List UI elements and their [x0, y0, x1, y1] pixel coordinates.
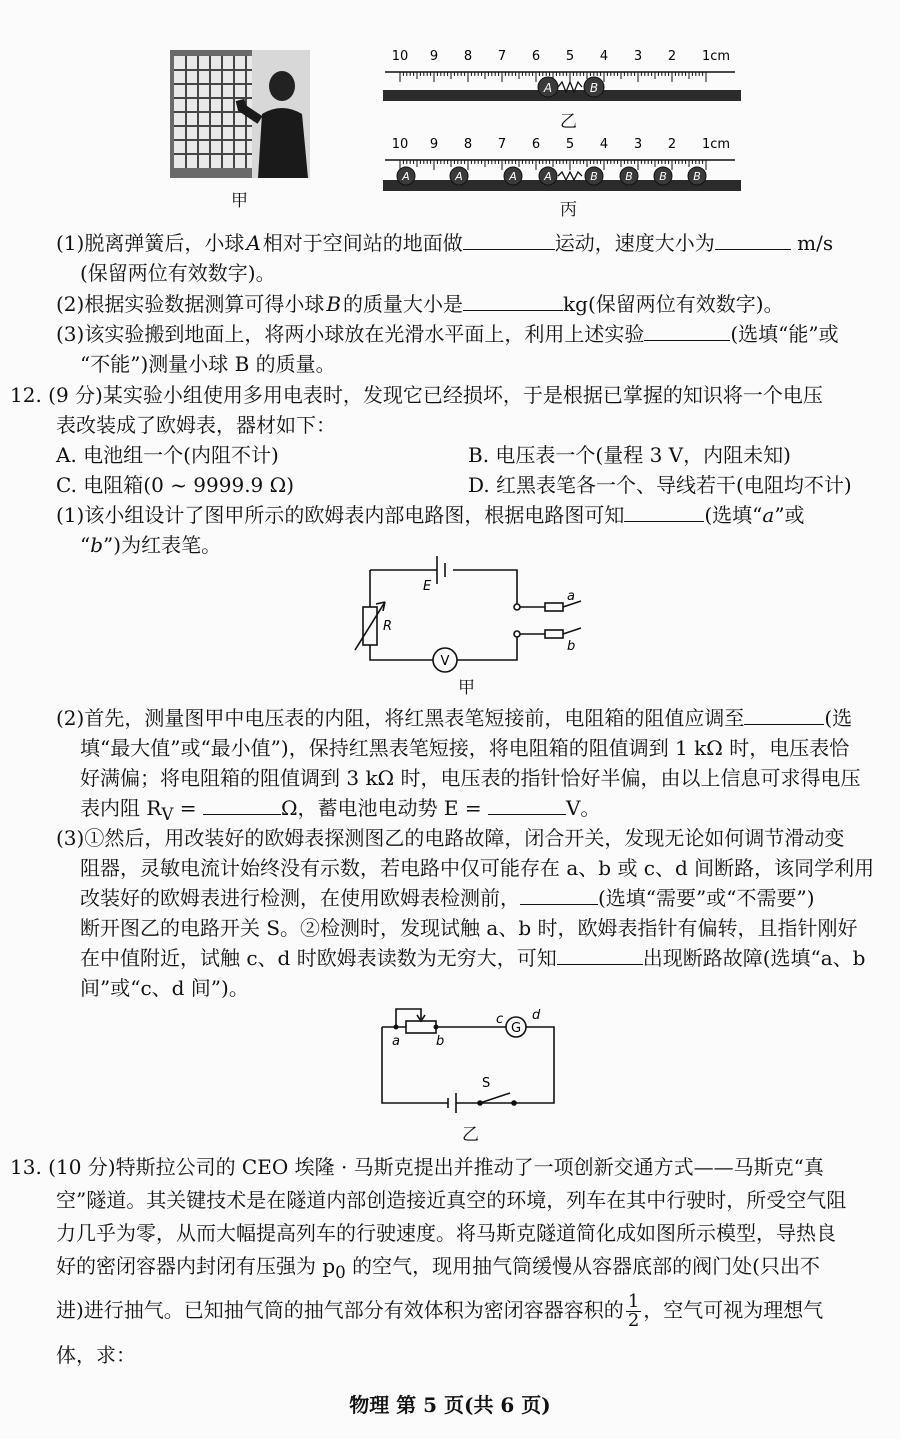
answer-blank[interactable]	[520, 884, 598, 905]
ruler-number: 9	[429, 137, 439, 152]
ruler-number: 8	[463, 137, 473, 152]
subscript: V	[161, 805, 174, 824]
answer-blank[interactable]	[203, 794, 281, 815]
q13-line4	[56, 1251, 820, 1288]
q11-part1-line2: (保留两位有效数字)。	[80, 261, 276, 285]
svg-text:A: A	[402, 170, 410, 183]
q12-part1-line1	[56, 500, 805, 530]
circuit-caption-jia: 甲	[458, 678, 475, 698]
figure-label-jia: 甲	[231, 191, 248, 211]
ruler-figure-bing	[375, 130, 755, 196]
q12-text: =	[173, 796, 203, 820]
svg-text:A: A	[543, 81, 553, 95]
q12-part3-line5	[80, 943, 865, 973]
q11-text: (3)该实验搬到地面上，将两小球放在光滑水平面上，利用上述实验	[56, 322, 645, 346]
q12-title-line2: 表改装成了欧姆表，器材如下：	[56, 413, 336, 437]
q12-text: 改装好的欧姆表进行检测，在使用欧姆表检测前，	[80, 886, 520, 910]
circuit-caption-yi: 乙	[462, 1125, 479, 1145]
q12-text: 在中值附近，试触 c、d 时欧姆表读数为无穷大，可知	[80, 946, 557, 970]
ruler-number: 8	[463, 49, 473, 64]
answer-blank[interactable]	[715, 229, 791, 250]
svg-text:B: B	[590, 170, 598, 183]
spring-bing	[558, 172, 582, 180]
svg-text:B: B	[693, 170, 701, 183]
circuit-diagram-jia	[345, 552, 595, 688]
node-a	[394, 1025, 399, 1030]
page-footer: 物理 第 5 页(共 6 页)	[349, 1393, 551, 1417]
svg-text:A: A	[455, 170, 463, 183]
var-a: a	[762, 503, 775, 527]
q11-text: kg(保留两位有效数字)。	[563, 292, 784, 316]
label-d: d	[532, 1008, 541, 1023]
answer-blank[interactable]	[624, 501, 704, 522]
q12-option-d: D. 红黑表笔各一个、导线若干(电阻均不计)	[468, 473, 852, 497]
q12-text: Ω，蓄电池电动势 E =	[280, 796, 488, 820]
ruler-number: 7	[497, 49, 507, 64]
q13-line6: 体，求：	[56, 1343, 136, 1367]
ball-a-snapshot	[504, 167, 522, 185]
ball-a-snapshot	[450, 167, 468, 185]
q12-text: ”或	[774, 503, 805, 527]
q12-text: “	[80, 533, 91, 557]
svg-text:B: B	[625, 170, 633, 183]
ruler-number: 7	[497, 137, 507, 152]
q13-text: ，空气可视为理想气	[643, 1298, 824, 1322]
node-b	[434, 1025, 439, 1030]
q12-part2-line1	[56, 703, 852, 733]
q12-text: (选填“	[704, 503, 763, 527]
fraction-one-half	[626, 1293, 641, 1330]
q12-text: ”)为红表笔。	[103, 533, 222, 557]
switch-label: S	[482, 1076, 491, 1091]
q12-part3-line2: 阻器，灵敏电流计始终没有示数，若电路中仅可能存在 a、b 或 c、d 间断路，该同学利用	[80, 856, 875, 880]
ball-b-snapshot	[688, 167, 706, 185]
fraction-denominator: 2	[627, 1310, 640, 1331]
var-A: A	[246, 231, 261, 255]
ruler-number: 10	[391, 49, 409, 64]
svg-text:B: B	[589, 81, 599, 95]
q11-text: 运动，速度大小为	[554, 231, 715, 255]
answer-blank[interactable]	[744, 704, 824, 725]
q13-line5	[56, 1290, 823, 1330]
ball-a-snapshot	[397, 167, 415, 185]
q12-text: 出现断路故障(选填“a、b	[642, 946, 866, 970]
q12-title-line1: 12. (9 分)某实验小组使用多用电表时，发现它已经损坏，于是根据已掌握的知识将一个电压	[10, 383, 823, 407]
q13-line3: 力几乎为零，从而大幅提高列车的行驶速度。将马斯克隧道简化成如图所示模型，导热良	[56, 1221, 836, 1245]
var-B: B	[326, 292, 342, 316]
q12-option-b: B. 电压表一个(量程 3 V，内阻未知)	[468, 443, 791, 467]
svg-text:A: A	[509, 170, 517, 183]
var-b: b	[90, 533, 104, 557]
q12-part3-line3	[80, 883, 815, 913]
voltmeter-symbol: V	[440, 654, 450, 669]
q12-text: (选填“需要”或“不需要”)	[598, 886, 815, 910]
answer-blank[interactable]	[557, 944, 643, 965]
label-c: c	[496, 1012, 504, 1027]
figure-label-yi: 乙	[560, 112, 577, 132]
ruler-number: 9	[429, 49, 439, 64]
q13-text: 好的密闭容器内封闭有压强为 p	[56, 1254, 336, 1278]
ball-a-snapshot	[539, 167, 557, 185]
ruler-number: 4	[599, 49, 609, 64]
fraction-numerator: 1	[627, 1291, 640, 1312]
answer-blank[interactable]	[488, 794, 566, 815]
q11-text: 相对于空间站的地面做	[262, 231, 463, 255]
ball-a	[538, 77, 558, 97]
ruler-number: 6	[531, 137, 541, 152]
figure-label-bing: 丙	[560, 200, 577, 220]
q12-part2-line3: 好满偏；将电阻箱的阻值调到 3 kΩ 时，电压表的指针恰好半偏，由以上信息可求得电压	[80, 766, 861, 790]
q13-text: 进)进行抽气。已知抽气筒的抽气部分有效体积为密闭容器容积的	[56, 1298, 624, 1322]
ruler-number: 4	[599, 137, 609, 152]
q12-text: (1)该小组设计了图甲所示的欧姆表内部电路图，根据电路图可知	[56, 503, 625, 527]
ball-b-snapshot	[585, 167, 603, 185]
ruler-number: 3	[633, 49, 643, 64]
q12-option-c: C. 电阻箱(0 ~ 9999.9 Ω)	[56, 473, 295, 497]
ruler-number: 2	[667, 49, 677, 64]
q12-part3-line1: (3)①然后，用改装好的欧姆表探测图乙的电路故障，闭合开关，发现无论如何调节滑动变	[56, 826, 845, 850]
subscript: 0	[335, 1263, 346, 1282]
q12-text: 表内阻 R	[80, 796, 162, 820]
q12-text: (选	[824, 706, 853, 730]
q11-text: (2)根据实验数据测算可得小球	[56, 292, 325, 316]
photo-figure	[170, 50, 310, 178]
q12-option-a: A. 电池组一个(内阻不计)	[56, 443, 279, 467]
ruler-number: 6	[531, 49, 541, 64]
q11-part3-line2: “不能”)测量小球 B 的质量。	[80, 352, 336, 376]
q12-part1-line2	[80, 530, 221, 560]
ruler-number: 2	[667, 137, 677, 152]
ruler-number: 1cm	[702, 137, 731, 152]
q13-text: 的空气，现用抽气筒缓慢从容器底部的阀门处(只出不	[345, 1254, 820, 1278]
probe-b-label: b	[567, 639, 576, 654]
q13-line2: 空”隧道。其关键技术是在隧道内部创造接近真空的环境，列车在其中行驶时，所受空气阻	[56, 1188, 847, 1212]
ruler-number: 3	[633, 137, 643, 152]
answer-blank[interactable]	[463, 229, 555, 250]
q12-part3-line4: 断开图乙的电路开关 S。②检测时，发现试触 a、b 时，欧姆表指针有偏转，且指针刚好	[80, 916, 858, 940]
probe-a-label: a	[567, 589, 575, 604]
label-b: b	[436, 1034, 445, 1049]
label-E: E	[423, 579, 432, 594]
svg-text:B: B	[659, 170, 667, 183]
q11-text: (1)脱离弹簧后，小球	[56, 231, 245, 255]
q11-part3-line1	[56, 319, 839, 349]
q12-part2-line2: 填“最大值”或“最小值”)，保持红黑表笔短接，将电阻箱的阻值调到 1 kΩ 时，电压表恰	[80, 736, 850, 760]
ruler-number: 5	[565, 137, 575, 152]
q12-part3-line6: 间”或“c、d 间”)。	[80, 976, 249, 1000]
ball-b	[584, 77, 604, 97]
q12-text: (2)首先，测量图甲中电压表的内阻，将红黑表笔短接前，电阻箱的阻值应调至	[56, 706, 745, 730]
unit-text: m/s	[797, 231, 834, 255]
q11-text: 的质量大小是	[343, 292, 464, 316]
q11-part2	[56, 289, 784, 319]
ruler-number: 1cm	[702, 49, 731, 64]
ball-b-snapshot	[620, 167, 638, 185]
galvanometer-symbol: G	[510, 1021, 522, 1036]
circuit-diagram-yi	[372, 1005, 572, 1117]
q12-text: V。	[565, 796, 601, 820]
q13-line1: 13. (10 分)特斯拉公司的 CEO 埃隆 · 马斯克提出并推动了一项创新交通方式——马斯克“真	[10, 1155, 824, 1179]
label-a: a	[392, 1034, 400, 1049]
q11-part1-line1	[56, 228, 833, 258]
label-R: R	[383, 619, 393, 634]
ruler-number: 10	[391, 137, 409, 152]
answer-blank[interactable]	[463, 290, 563, 311]
q11-text: (选填“能”或	[730, 322, 839, 346]
ball-b-snapshot	[654, 167, 672, 185]
ruler-number: 5	[565, 49, 575, 64]
answer-blank[interactable]	[644, 320, 730, 341]
svg-text:A: A	[544, 170, 552, 183]
